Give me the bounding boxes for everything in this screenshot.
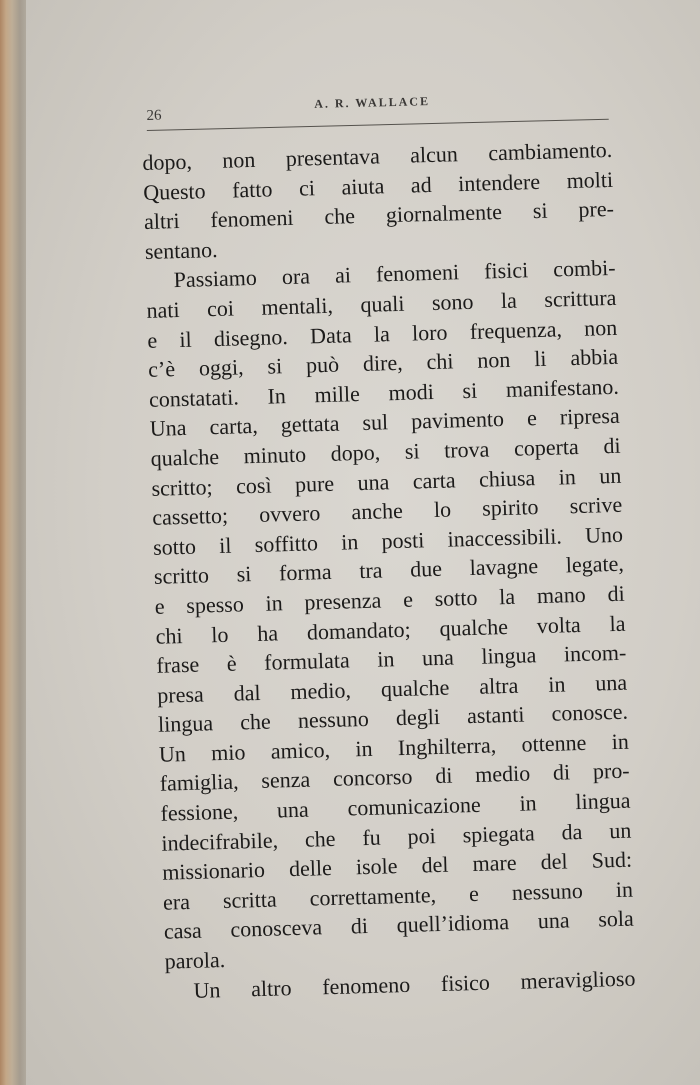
text-line: dopo, non presentava alcun cambiamento. (142, 136, 613, 175)
text-line: frase è formulata in una lingua incom- (156, 639, 627, 678)
text-line: presa dal medio, qualche altra in una (156, 669, 628, 708)
text-line: cassetto; ovvero anche lo spirito scrive (151, 491, 623, 530)
text-line: chi lo ha domandato; qualche volta la (155, 610, 626, 649)
text-line: Una carta, gettata sul pavimento e ripresa (149, 403, 621, 442)
text-line: era scritta correttamente, e nessuno in (162, 876, 634, 915)
text-line: scritto si forma tra due lavagne legate, (153, 551, 625, 590)
text-line: parola. (164, 947, 226, 974)
text-line: Passiamo ora ai fenomeni fisici combi- (173, 255, 616, 293)
text-line: sotto il soffitto in posti inaccessibili. Uno (152, 521, 624, 560)
text-line: famiglia, senza concorso di medio di pro- (159, 758, 630, 797)
text-line: c’è oggi, si può dire, chi non li abbia (147, 343, 619, 383)
body-text (142, 135, 636, 1006)
text-line: e il disegno. Data la loro frequenza, non (147, 314, 618, 353)
text-line: Un mio amico, in Inghilterra, ottenne in (158, 728, 630, 767)
text-line: nati coi mentali, quali sono la scrittura (146, 284, 617, 323)
text-line: Un altro fenomeno fisico meraviglioso (193, 965, 636, 1003)
text-line: indecifrabile, che fu poi spiegata da un (161, 817, 632, 856)
text-line: constatati. In mille modi si manifestano. (148, 373, 620, 412)
text-line: altri fenomeni che giornalmente si pre- (143, 196, 615, 235)
text-line: qualche minuto dopo, si trova coperta di (150, 432, 621, 471)
text-line: e spesso in presenza e sotto la mano di (154, 580, 625, 619)
text-line: fessione, una comunicazione in lingua (160, 787, 631, 826)
text-line: missionario delle isole del mare del Sud: (161, 846, 633, 885)
text-line: Questo fatto ci aiuta ad intendere molti (142, 166, 614, 205)
text-line: sentano. (144, 236, 218, 264)
text-line: scritto; così pure una carta chiusa in un (151, 462, 622, 501)
text-line: casa conosceva di quell’idioma una sola (163, 906, 635, 945)
text-line: lingua che nessuno degli astanti conosce. (157, 698, 629, 738)
page-number: 26 (146, 107, 162, 124)
running-head: A. R. WALLACE (314, 94, 431, 111)
